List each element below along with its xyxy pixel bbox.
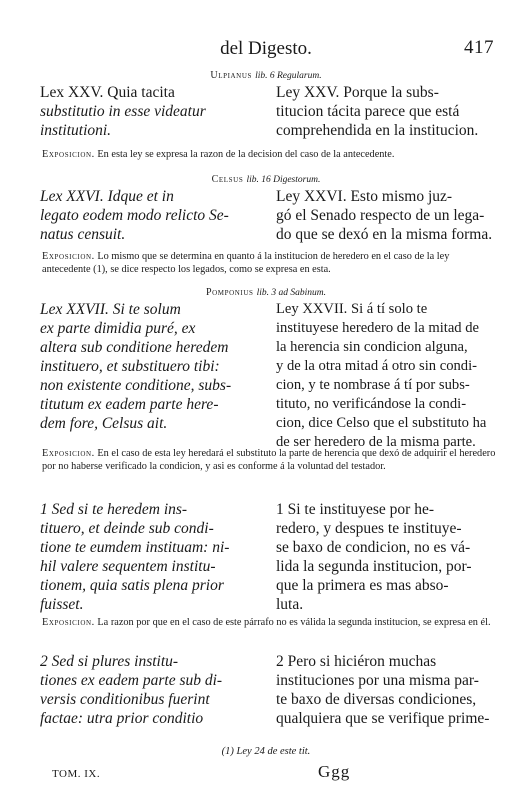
source-author: Celsus (211, 174, 244, 185)
spanish-line: te baxo de diversas condiciones, (276, 691, 477, 708)
source-author: Pomponius (205, 287, 254, 298)
latin-line: ex parte dimidia puré, ex (40, 320, 196, 337)
latin-line: 2 Sed si plures institu- (40, 653, 179, 670)
spanish-line: redero, y despues te instituye- (276, 520, 462, 537)
spanish-line: 1 Si te instituyese por he- (276, 501, 434, 518)
latin-line: non existente conditione, subs- (40, 377, 232, 394)
latin-line: instituero, et substituero tibi: (40, 358, 220, 375)
latin-column-26 (40, 187, 264, 244)
running-header-title: del Digesto. (220, 38, 312, 59)
latin-line: Lex XXV. Quia tacita (40, 84, 175, 101)
spanish-column-27 (276, 300, 496, 452)
spanish-line: gó el Senado respecto de un lega- (276, 207, 485, 224)
latin-line: 1 Sed si te heredem ins- (40, 501, 188, 518)
spanish-line: de ser heredero de la misma parte. (276, 434, 476, 450)
spanish-line: la herencia sin condicion alguna, (276, 339, 468, 355)
exposicion-26 (42, 250, 496, 276)
spanish-line: que la primera es mas abso- (276, 577, 449, 594)
latin-line: tiones ex eadem parte sub di- (40, 672, 223, 689)
spanish-line: y de la otra mitad á otro sin condi- (276, 358, 478, 374)
spanish-line: Ley XXVI. Esto mismo juz- (276, 188, 453, 205)
latin-line: Lex XXVII. Si te solum (40, 301, 181, 318)
latin-column-27-1 (40, 500, 264, 614)
exposicion-text: La razon por que en el caso de este párrafo no es válida la segunda institucion, se expresa en él. (97, 617, 491, 628)
spanish-column-26 (276, 187, 496, 244)
exposicion-25 (42, 148, 496, 161)
exposicion-27-1 (42, 616, 496, 629)
latin-line: Lex XXVI. Idque et in (40, 188, 174, 205)
spanish-line: qualquiera que se verifique prime- (276, 710, 490, 727)
latin-line: tionem, quia satis plena prior (40, 577, 224, 594)
spanish-line: lida la segunda institucion, por- (276, 558, 472, 575)
spanish-column-27-2 (276, 652, 496, 728)
spanish-line: cion, y te nombrase á tí por subs- (276, 377, 470, 393)
spanish-column-27-1 (276, 500, 496, 614)
exposicion-label: Exposicion. (42, 251, 95, 262)
spanish-line: tituto, no verificándose la condi- (276, 396, 467, 412)
exposicion-label: Exposicion. (42, 448, 95, 459)
source-citation (0, 174, 532, 185)
spanish-line: do que se dexó en la misma forma. (276, 226, 493, 243)
latin-line: dem fore, Celsus ait. (40, 415, 168, 432)
spanish-line: 2 Pero si hiciéron muchas (276, 653, 437, 670)
spanish-column-25 (276, 83, 496, 140)
source-citation (0, 287, 532, 298)
latin-line: tituero, et deinde sub condi- (40, 520, 214, 537)
spanish-line: Ley XXV. Porque la subs- (276, 84, 439, 101)
source-citation (0, 70, 532, 81)
latin-column-27-2 (40, 652, 264, 728)
spanish-line: se baxo de condicion, no es vá- (276, 539, 471, 556)
spanish-line: luta. (276, 596, 304, 613)
source-work: lib. 3 ad Sabinum. (256, 288, 327, 298)
exposicion-text: Lo mismo que se determina en quanto á la institucion de heredero en el caso de la ley antecedente (1), se dice respecto los legados, como se expresa en esta. (42, 251, 450, 276)
spanish-line: instituciones por una misma par- (276, 672, 479, 689)
exposicion-27 (42, 447, 496, 473)
volume-label: TOM. IX. (52, 768, 101, 780)
spanish-line: comprehendida en la institucion. (276, 122, 479, 139)
signature-mark: Ggg (318, 762, 351, 781)
page-number: 417 (464, 37, 494, 58)
latin-line: legato eodem modo relicto Se- (40, 207, 229, 224)
latin-line: hil valere sequentem institu- (40, 558, 216, 575)
latin-line: altera sub conditione heredem (40, 339, 229, 356)
exposicion-label: Exposicion. (42, 617, 95, 628)
spanish-line: instituyese heredero de la mitad de (276, 320, 480, 336)
latin-column-25 (40, 83, 264, 140)
source-work: lib. 6 Regularum. (255, 71, 322, 81)
latin-line: institutioni. (40, 122, 112, 139)
latin-line: substitutio in esse videatur (40, 103, 206, 120)
latin-line: titutum ex eadem parte here- (40, 396, 219, 413)
spanish-line: cion, dice Celso que el substituto ha (276, 415, 487, 431)
latin-line: versis conditionibus fuerint (40, 691, 210, 708)
source-author: Ulpianus (210, 70, 252, 81)
latin-line: factae: utra prior conditio (40, 710, 204, 727)
exposicion-text: En el caso de esta ley heredará el substituto la parte de herencia que dexó de adquirir el heredero por no haberse verificado la condicion, y asi es conforme á la voluntad del testador. (42, 448, 496, 473)
latin-line: fuisset. (40, 596, 84, 613)
spanish-line: Ley XXVII. Si á tí solo te (276, 301, 428, 317)
exposicion-label: Exposicion. (42, 149, 95, 160)
source-work: lib. 16 Digestorum. (246, 175, 321, 185)
latin-line: tione te eumdem instituam: ni- (40, 539, 230, 556)
latin-line: natus censuit. (40, 226, 126, 243)
footnote: (1) Ley 24 de este tit. (221, 746, 311, 757)
spanish-line: titucion tácita parece que está (276, 103, 460, 120)
latin-column-27 (40, 300, 264, 433)
exposicion-text: En esta ley se expresa la razon de la decision del caso de la antecedente. (97, 149, 395, 160)
